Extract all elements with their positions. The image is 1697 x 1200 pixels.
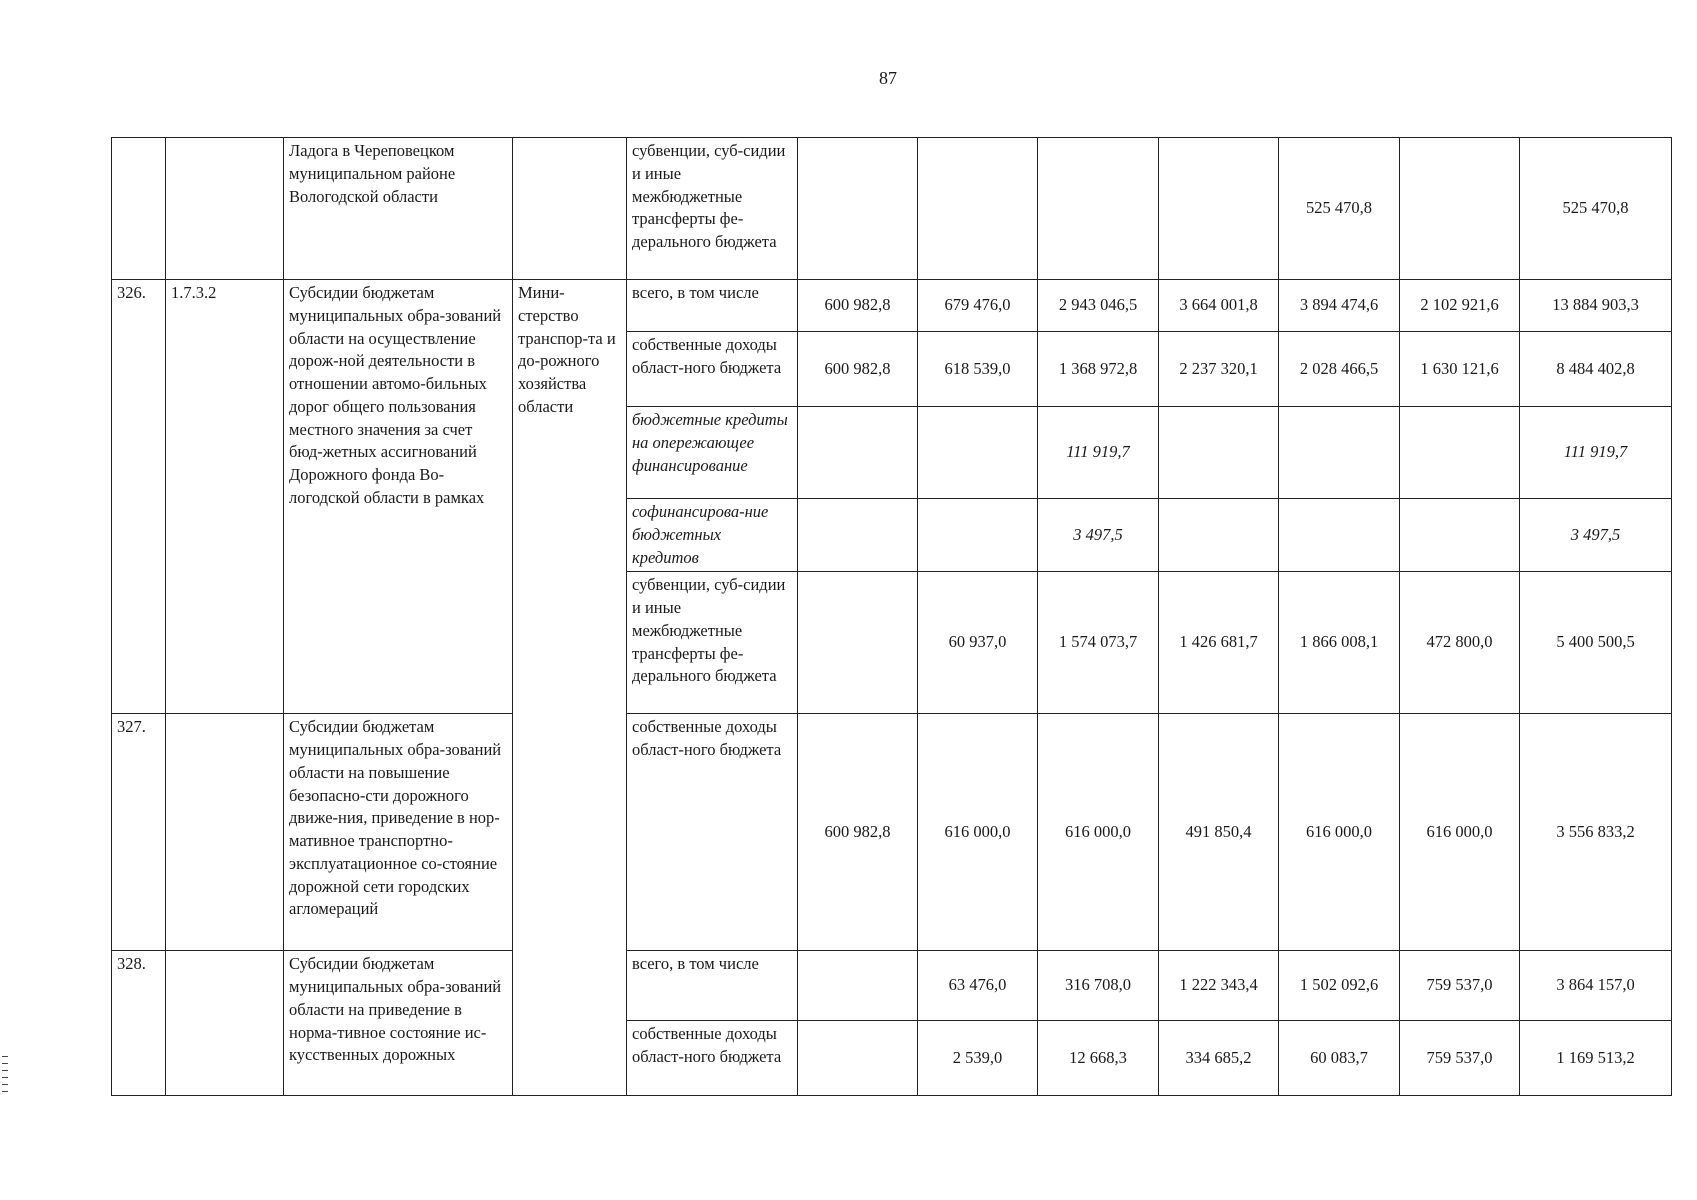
table-body xyxy=(112,138,1672,1096)
cell-code xyxy=(166,138,284,280)
cell-code: 1.7.3.2 xyxy=(166,280,284,714)
cell-value: 1 866 008,1 xyxy=(1279,572,1400,714)
cell-value xyxy=(798,407,918,499)
cell-value xyxy=(918,499,1038,572)
cell-value xyxy=(798,499,918,572)
cell-value: 2 028 466,5 xyxy=(1279,332,1400,407)
cell-no: 327. xyxy=(112,714,166,951)
cell-value: 1 169 513,2 xyxy=(1520,1021,1672,1096)
cell-value: 2 237 320,1 xyxy=(1159,332,1279,407)
source-label: субвенции, суб-сидии и иные межбюджетные трансферты фе-дерального бюджета xyxy=(632,141,786,252)
source-label: всего, в том числе xyxy=(632,283,759,302)
cell-value: 600 982,8 xyxy=(798,332,918,407)
cell-source xyxy=(627,572,798,714)
cell-value: 13 884 903,3 xyxy=(1520,280,1672,332)
cell-value: 759 537,0 xyxy=(1400,1021,1520,1096)
cell-name: Субсидии бюджетам муниципальных обра-зований области на повышение безопасно-сти дорожного движе-ния, приведение в нор-мативное транспортно-эксплуатационное со-стояние дорожной сети городских агломераций xyxy=(284,714,513,951)
cell-value: 3 664 001,8 xyxy=(1159,280,1279,332)
cell-value xyxy=(798,951,918,1021)
cell-value: 12 668,3 xyxy=(1038,1021,1159,1096)
cell-value xyxy=(1159,499,1279,572)
cell-value xyxy=(798,572,918,714)
cell-executor: Мини-стерство транспор-та и до-рожного хозяйства области xyxy=(513,280,627,1096)
cell-value: 679 476,0 xyxy=(918,280,1038,332)
cell-value: 616 000,0 xyxy=(1038,714,1159,951)
cell-name: Субсидии бюджетам муниципальных обра-зований области на приведение в норма-тивное состояние ис-кусственных дорожных xyxy=(284,951,513,1096)
cell-value xyxy=(1400,407,1520,499)
cell-value xyxy=(1038,138,1159,280)
cell-value: 1 222 343,4 xyxy=(1159,951,1279,1021)
cell-source xyxy=(627,499,798,572)
cell-value: 60 937,0 xyxy=(918,572,1038,714)
cell-value: 111 919,7 xyxy=(1038,407,1159,499)
cell-value: 2 102 921,6 xyxy=(1400,280,1520,332)
table-row xyxy=(112,280,1672,332)
cell-value xyxy=(1279,499,1400,572)
cell-name: Субсидии бюджетам муниципальных обра-зований области на осуществление дорож-ной деятельности в отношении автомо-бильных дорог общего пользования местного значения за счет бюд-жетных ассигнований Дорожного фонда Во-логодской области в рамках xyxy=(284,280,513,714)
cell-value xyxy=(1400,499,1520,572)
cell-value: 2 539,0 xyxy=(918,1021,1038,1096)
page-number: 87 xyxy=(879,68,897,88)
cell-value xyxy=(798,138,918,280)
source-label: всего, в том числе xyxy=(632,954,759,974)
cell-value xyxy=(798,1021,918,1096)
cell-value: 3 894 474,6 xyxy=(1279,280,1400,332)
table-row xyxy=(112,138,1672,280)
cell-value: 525 470,8 xyxy=(1279,138,1400,280)
cell-value xyxy=(1400,138,1520,280)
cell-value: 472 800,0 xyxy=(1400,572,1520,714)
source-label: собственные доходы област-ного бюджета xyxy=(632,335,782,377)
source-label: субвенции, суб-сидии и иные межбюджетные трансферты фе-дерального бюджета xyxy=(632,575,786,686)
cell-name: Ладога в Череповецком муниципальном районе Вологодской области xyxy=(284,138,513,280)
cell-executor xyxy=(513,138,627,280)
source-label: софинансирова-ние бюджетных кредитов xyxy=(632,502,769,567)
cell-source xyxy=(627,138,798,280)
cell-value xyxy=(1279,407,1400,499)
cell-value xyxy=(1159,138,1279,280)
cell-value: 525 470,8 xyxy=(1520,138,1672,280)
cell-source xyxy=(627,951,798,1021)
cell-no: 328. xyxy=(112,951,166,1096)
cell-value: 334 685,2 xyxy=(1159,1021,1279,1096)
cell-value: 618 539,0 xyxy=(918,332,1038,407)
cell-value: 600 982,8 xyxy=(798,714,918,951)
cell-source xyxy=(627,332,798,407)
cell-code xyxy=(166,714,284,951)
margin-marks xyxy=(2,1056,8,1100)
cell-value: 316 708,0 xyxy=(1038,951,1159,1021)
cell-source xyxy=(627,714,798,951)
cell-value xyxy=(918,138,1038,280)
table-row xyxy=(112,714,1672,951)
cell-source xyxy=(627,280,798,332)
cell-value: 1 574 073,7 xyxy=(1038,572,1159,714)
cell-value: 3 497,5 xyxy=(1038,499,1159,572)
cell-value: 3 556 833,2 xyxy=(1520,714,1672,951)
cell-value xyxy=(918,407,1038,499)
cell-value: 8 484 402,8 xyxy=(1520,332,1672,407)
cell-value: 759 537,0 xyxy=(1400,951,1520,1021)
cell-value: 3 497,5 xyxy=(1520,499,1672,572)
cell-value: 1 502 092,6 xyxy=(1279,951,1400,1021)
cell-value: 2 943 046,5 xyxy=(1038,280,1159,332)
cell-value xyxy=(1159,407,1279,499)
cell-code xyxy=(166,951,284,1096)
source-label: собственные доходы област-ного бюджета xyxy=(632,1024,782,1067)
source-label: бюджетные кредиты на опережающее финансирование xyxy=(632,410,788,475)
cell-value: 600 982,8 xyxy=(798,280,918,332)
cell-value: 60 083,7 xyxy=(1279,1021,1400,1096)
cell-source xyxy=(627,407,798,499)
cell-value: 5 400 500,5 xyxy=(1520,572,1672,714)
cell-value: 3 864 157,0 xyxy=(1520,951,1672,1021)
source-label: собственные доходы област-ного бюджета xyxy=(632,717,782,760)
budget-table xyxy=(111,137,1672,1096)
cell-value: 616 000,0 xyxy=(918,714,1038,951)
cell-source xyxy=(627,1021,798,1096)
cell-no xyxy=(112,138,166,280)
cell-value: 1 630 121,6 xyxy=(1400,332,1520,407)
cell-no: 326. xyxy=(112,280,166,714)
table-row xyxy=(112,951,1672,1021)
cell-value: 63 476,0 xyxy=(918,951,1038,1021)
cell-value: 111 919,7 xyxy=(1520,407,1672,499)
cell-value: 491 850,4 xyxy=(1159,714,1279,951)
cell-value: 1 368 972,8 xyxy=(1038,332,1159,407)
cell-value: 616 000,0 xyxy=(1279,714,1400,951)
cell-value: 1 426 681,7 xyxy=(1159,572,1279,714)
cell-value: 616 000,0 xyxy=(1400,714,1520,951)
